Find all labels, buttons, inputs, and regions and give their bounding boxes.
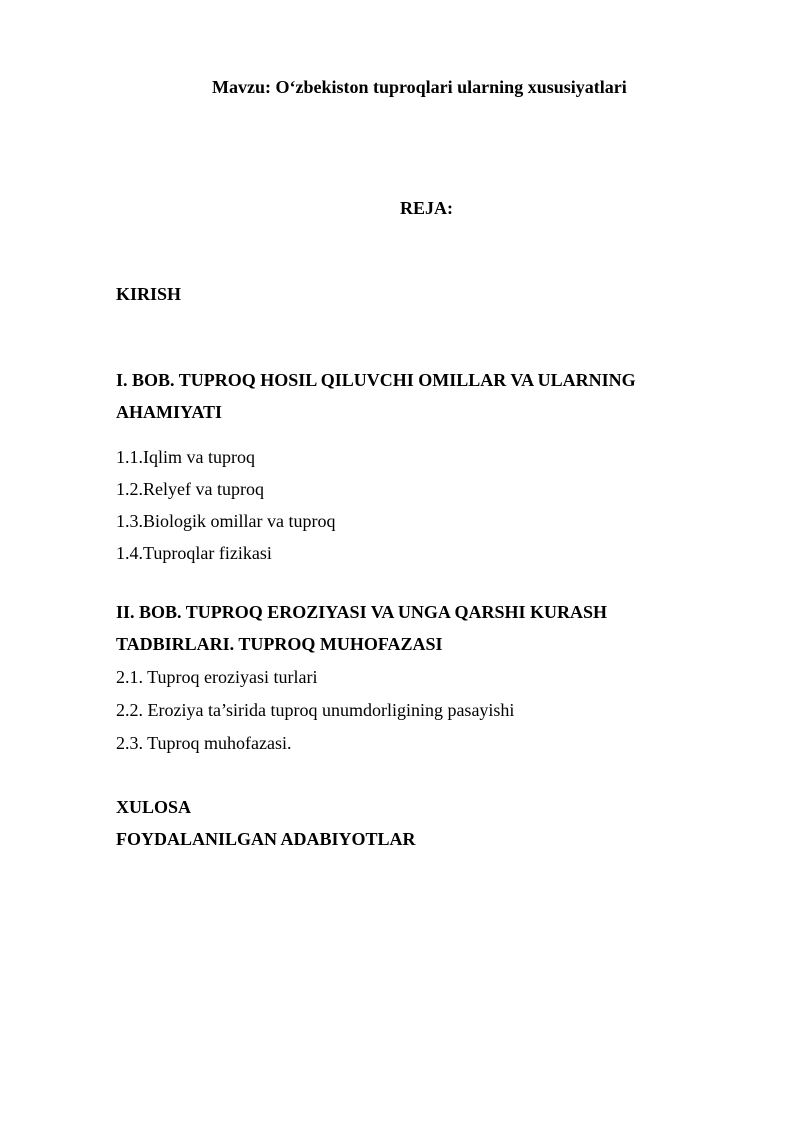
chapter1-heading-line2: AHAMIYATI bbox=[116, 402, 223, 422]
chapter2-item: 2.3. Tuproq muhofazasi. bbox=[116, 733, 292, 753]
chapter1-item: 1.2.Relyef va tuproq bbox=[116, 479, 264, 499]
chapter2-heading-line2: TADBIRLARI. TUPROQ MUHOFAZASI bbox=[116, 634, 443, 654]
chapter2-item: 2.1. Tuproq eroziyasi turlari bbox=[116, 667, 318, 687]
document-title: Mavzu: O‘zbekiston tuproqlari ularning xususiyatlari bbox=[212, 77, 627, 97]
chapter1-item: 1.3.Biologik omillar va tuproq bbox=[116, 511, 336, 531]
conclusion-heading: XULOSA bbox=[116, 797, 192, 817]
chapter1-heading-line1: I. BOB. TUPROQ HOSIL QILUVCHI OMILLAR VA ULARNING bbox=[116, 370, 636, 390]
plan-heading: REJA: bbox=[400, 198, 453, 218]
chapter1-item: 1.1.Iqlim va tuproq bbox=[116, 447, 255, 467]
chapter2-heading-line1: II. BOB. TUPROQ EROZIYASI VA UNGA QARSHI KURASH bbox=[116, 602, 607, 622]
intro-heading: KIRISH bbox=[116, 284, 182, 304]
chapter1-item: 1.4.Tuproqlar fizikasi bbox=[116, 543, 272, 563]
references-heading: FOYDALANILGAN ADABIYOTLAR bbox=[116, 829, 416, 849]
chapter2-item: 2.2. Eroziya ta’sirida tuproq unumdorligining pasayishi bbox=[116, 700, 515, 720]
